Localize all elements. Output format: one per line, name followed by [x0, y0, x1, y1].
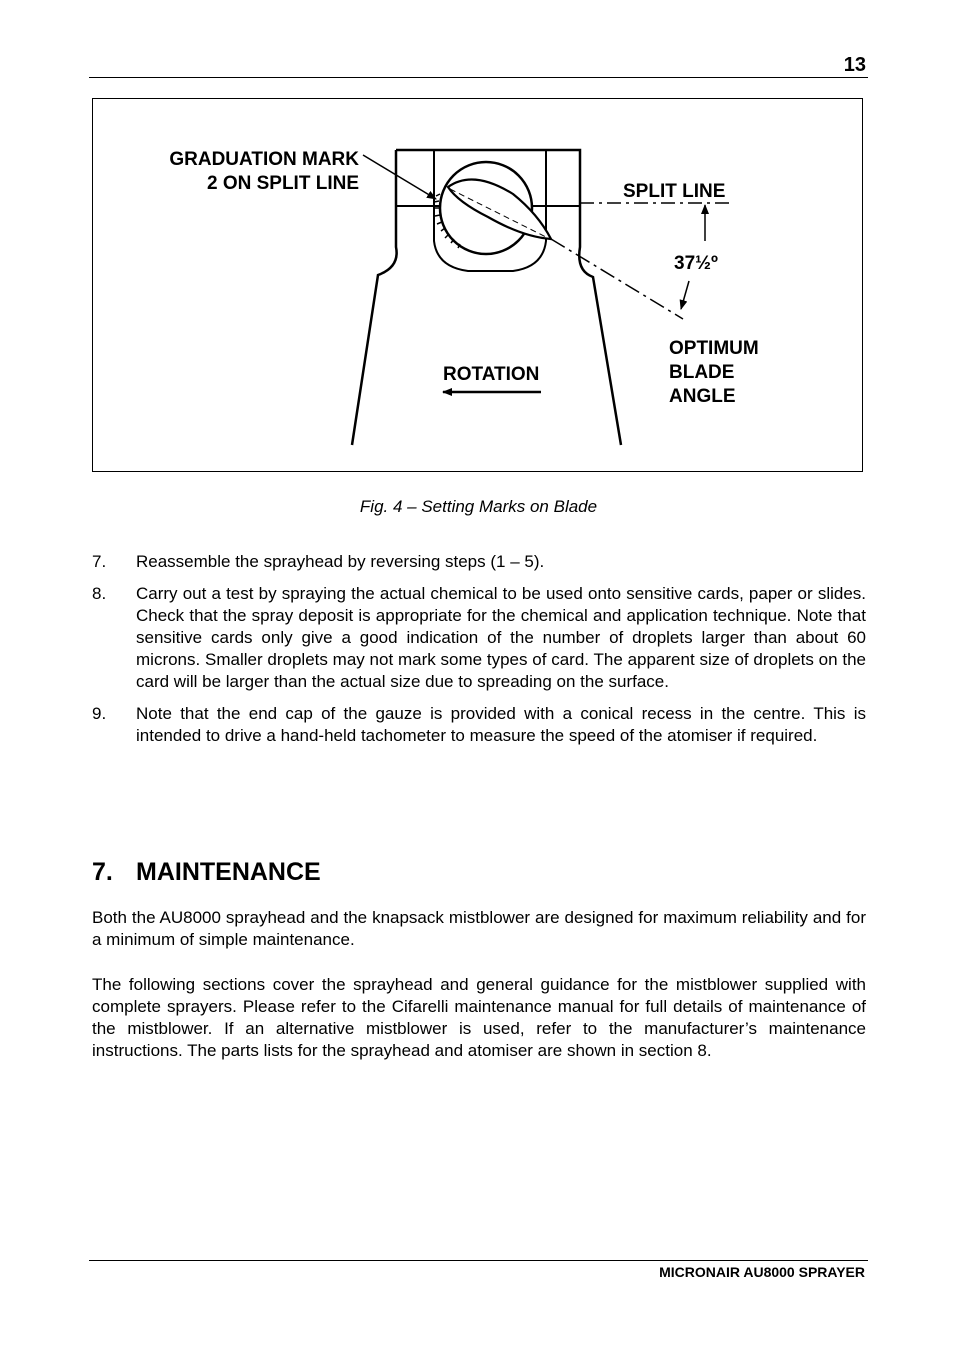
step-item [92, 583, 866, 693]
optimum-angle-line [551, 239, 683, 319]
section-number: 7. [92, 858, 113, 886]
section-title: MAINTENANCE [136, 858, 321, 886]
footer-rule [89, 1260, 868, 1261]
angle-arrow-bottom [681, 281, 689, 309]
optimum-label-line1: OPTIMUM [669, 338, 759, 359]
step-text: Reassemble the sprayhead by reversing steps (1 – 5). [136, 552, 545, 571]
step-item [92, 551, 866, 573]
graduation-leader [363, 155, 436, 199]
rotation-label: ROTATION [443, 364, 540, 385]
header-rule [89, 77, 868, 78]
step-number: 9. [92, 704, 107, 723]
blade-diagram [93, 99, 863, 472]
maintenance-paragraph-2: The following sections cover the sprayhead and general guidance for the mistblower supplied with complete sprayers. Please refer to the Cifarelli maintenance manual for full details of maintenance of the mistblower. If an alternative mistblower is used, refer to the manufacturer’s maintenance instructions. The parts lists for the sprayhead and atomiser are shown in section 8. [92, 975, 866, 1060]
figure-setting-marks [92, 98, 863, 472]
step-number: 7. [92, 552, 107, 571]
optimum-label-line3: ANGLE [669, 386, 736, 407]
graduation-label-line2: 2 ON SPLIT LINE [206, 173, 359, 194]
step-list [92, 551, 866, 757]
angle-label: 37½º [674, 253, 718, 274]
graduation-label-line1: GRADUATION MARK [169, 149, 359, 170]
step-text: Carry out a test by spraying the actual chemical to be used onto sensitive cards, paper or slides. Check that the spray deposit is appropriate for the chemical and application technique. Note that sensitive cards only give a good indication of the number of droplets larger than about 60 microns. Smaller droplets may not mark some types of card. The apparent size of droplets on the card will be larger than the actual size due to spreading on the surface. [136, 584, 866, 691]
step-text: Note that the end cap of the gauze is provided with a conical recess in the centre. This is intended to drive a hand-held tachometer to measure the speed of the atomiser if required. [136, 704, 866, 745]
optimum-label-line2: BLADE [669, 362, 735, 383]
figure-caption: Fig. 4 – Setting Marks on Blade [359, 497, 598, 516]
split-line-label: SPLIT LINE [623, 181, 726, 202]
step-number: 8. [92, 584, 107, 603]
page-number: 13 [843, 54, 866, 76]
section-heading [92, 858, 321, 887]
footer-title: MICRONAIR AU8000 SPRAYER [659, 1264, 865, 1280]
maintenance-paragraph-1: Both the AU8000 sprayhead and the knapsack mistblower are designed for maximum reliability and for a minimum of simple maintenance. [92, 908, 866, 949]
step-item [92, 703, 866, 747]
hub-body-left-outline [352, 150, 397, 445]
